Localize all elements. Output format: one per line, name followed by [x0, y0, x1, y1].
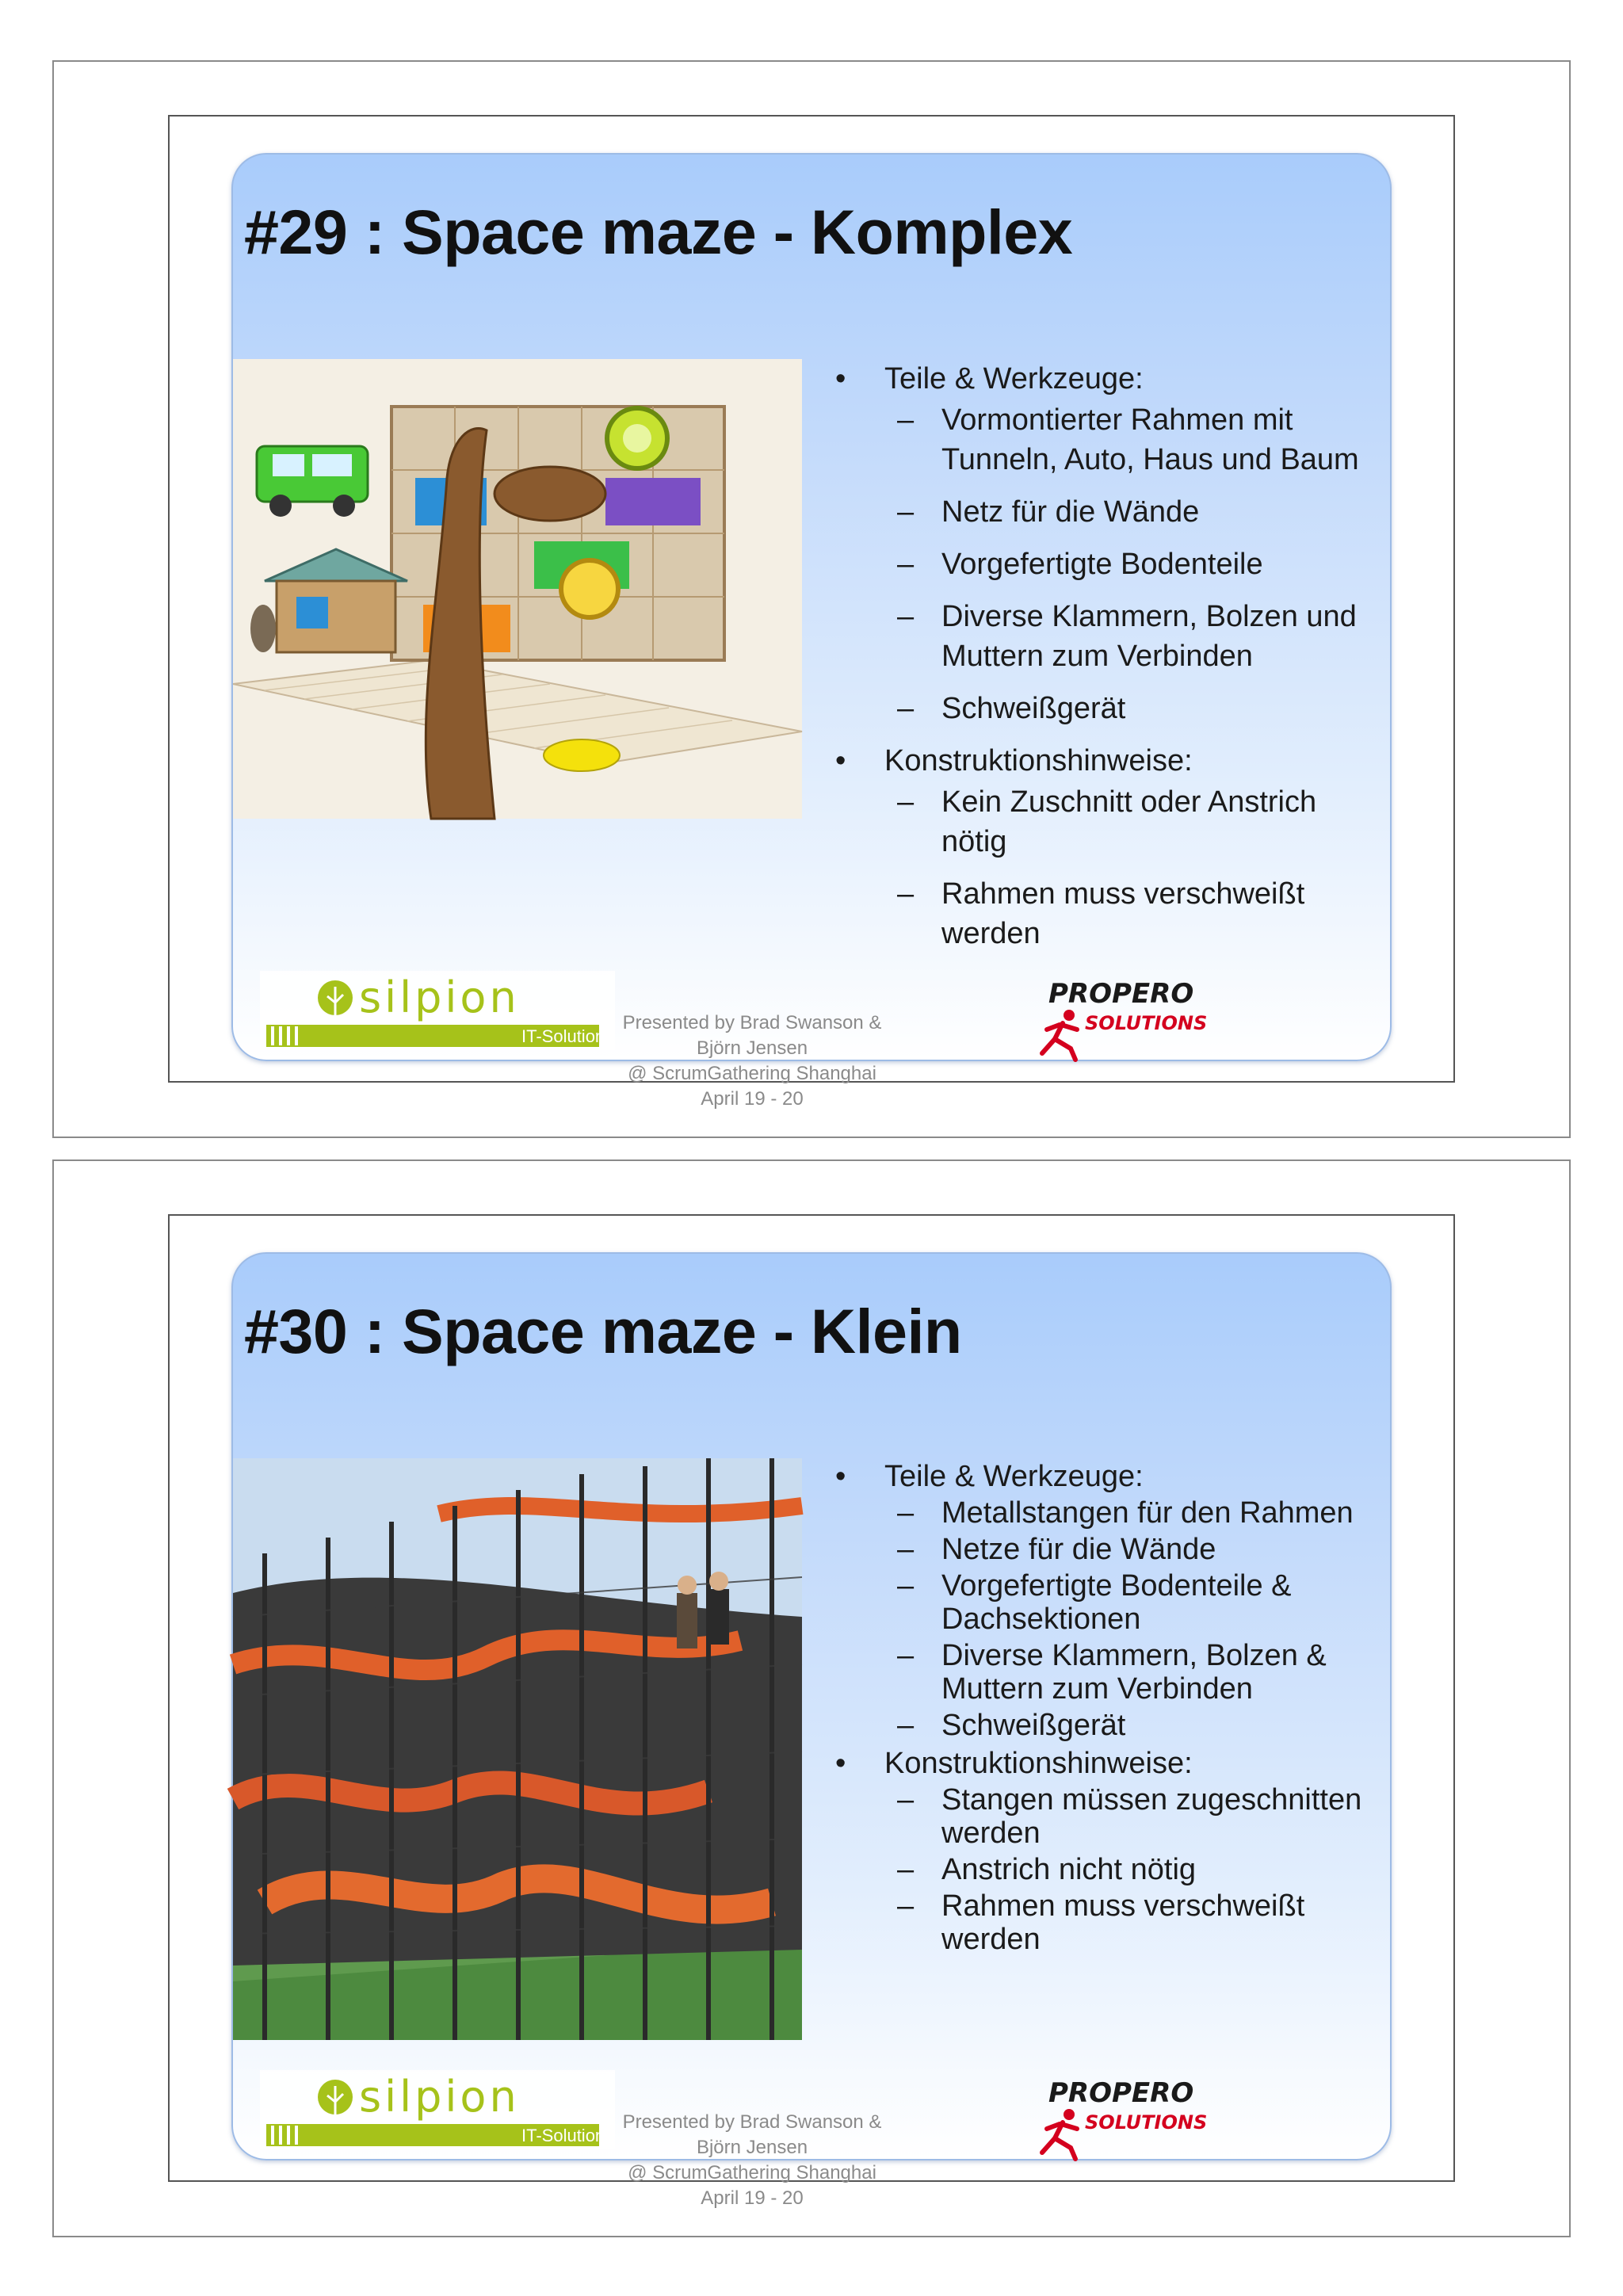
sub-bullet-text: Diverse Klammern, Bolzen und Muttern zum Verbinden: [941, 600, 1357, 673]
sub-bullet-text: Vorgefertigte Bodenteile: [941, 548, 1263, 581]
silpion-wordmark: silpion: [359, 2072, 520, 2122]
bullet-text: Konstruktionshinweise:: [884, 744, 1193, 777]
presenter-line: Presented by Brad Swanson & Björn Jensen: [622, 2111, 882, 2158]
propero-tagline: SOLUTIONS: [1085, 1012, 1208, 1034]
sub-bullet-text: Schweißgerät: [941, 1709, 1126, 1742]
silpion-tagline: IT-Solutions: [521, 2126, 614, 2145]
sub-bullet-item: – Rahmen muss verschweißt werden: [897, 1889, 1305, 1956]
bullet-list: [835, 1458, 1390, 1959]
silpion-logo: [260, 2070, 615, 2149]
sub-bullet-item: – Stangen müssen zugeschnitten werden: [897, 1783, 1362, 1850]
propero-tagline: SOLUTIONS: [1085, 2111, 1208, 2134]
sub-bullet-item: – Anstrich nicht nötig: [897, 1853, 1197, 1886]
bullet-text: Konstruktionshinweise:: [884, 1747, 1193, 1780]
sub-bullet-text: Metallstangen für den Rahmen: [941, 1496, 1354, 1530]
event-line: @ ScrumGathering Shanghai April 19 - 20: [628, 2162, 876, 2209]
sub-bullet-text: Netz für die Wände: [941, 495, 1200, 529]
sub-bullet-item: – Netz für die Wände: [897, 495, 1200, 529]
propero-wordmark: PROPERO: [1048, 978, 1194, 1010]
sub-bullet-item: – Rahmen muss verschweißt werden: [897, 877, 1305, 950]
sub-bullet-item: – Netze für die Wände: [897, 1533, 1216, 1566]
playground-structure-image: [233, 359, 802, 819]
bullet-item: • Konstruktionshinweise:: [835, 1747, 1193, 1780]
presenter-line: Presented by Brad Swanson & Björn Jensen: [622, 1012, 882, 1059]
footer-credits: [621, 1010, 883, 1112]
bullet-list: [835, 359, 1390, 966]
sub-bullet-text: Kein Zuschnitt oder Anstrich nötig: [941, 785, 1317, 858]
bullet-item: • Konstruktionshinweise:: [835, 744, 1193, 777]
sub-bullet-text: Netze für die Wände: [941, 1533, 1216, 1566]
sub-bullet-text: Anstrich nicht nötig: [941, 1853, 1197, 1886]
bullet-item: • Teile & Werkzeuge:: [835, 362, 1144, 395]
sub-bullet-item: – Vorgefertigte Bodenteile: [897, 548, 1263, 581]
sub-bullet-item: – Schweißgerät: [897, 692, 1126, 725]
sub-bullet-text: Vorgefertigte Bodenteile & Dachsektionen: [941, 1569, 1292, 1636]
propero-logo: [1037, 974, 1275, 1061]
event-line: @ ScrumGathering Shanghai April 19 - 20: [628, 1063, 876, 1110]
sub-bullet-item: – Metallstangen für den Rahmen: [897, 1496, 1354, 1530]
propero-wordmark: PROPERO: [1048, 2077, 1194, 2109]
sub-bullet-item: – Vorgefertigte Bodenteile & Dachsektionen: [897, 1569, 1292, 1636]
sub-bullet-text: Schweißgerät: [941, 692, 1126, 725]
sub-bullet-item: – Diverse Klammern, Bolzen & Muttern zum Verbinden: [897, 1639, 1327, 1706]
propero-logo: [1037, 2073, 1275, 2160]
bullet-text: Teile & Werkzeuge:: [884, 1460, 1144, 1493]
slide-29: [231, 153, 1392, 1110]
footer-credits: [621, 2110, 883, 2211]
sub-bullet-item: – Schweißgerät: [897, 1709, 1126, 1742]
sub-bullet-item: – Diverse Klammern, Bolzen und Muttern zum Verbinden: [897, 600, 1357, 673]
sub-bullet-text: Rahmen muss verschweißt werden: [941, 1889, 1305, 1956]
silpion-tagline: IT-Solutions: [521, 1026, 614, 1046]
sub-bullet-text: Diverse Klammern, Bolzen & Muttern zum Verbinden: [941, 1639, 1327, 1706]
silpion-wordmark: silpion: [359, 972, 520, 1022]
runner-icon: [1042, 2109, 1077, 2159]
climbing-cage-image: [233, 1458, 802, 2040]
bullet-item: • Teile & Werkzeuge:: [835, 1460, 1144, 1493]
sub-bullet-item: – Vormontierter Rahmen mit Tunneln, Auto, Haus und Baum: [897, 403, 1359, 476]
sub-bullet-text: Stangen müssen zugeschnitten werden: [941, 1783, 1362, 1850]
sub-bullet-item: – Kein Zuschnitt oder Anstrich nötig: [897, 785, 1317, 858]
sub-bullet-text: Vormontierter Rahmen mit Tunneln, Auto, Haus und Baum: [941, 403, 1359, 476]
slide-title: #29 : Space maze - Komplex: [244, 197, 1073, 267]
slide-30: [231, 1252, 1392, 2209]
runner-icon: [1042, 1010, 1077, 1060]
sub-bullet-text: Rahmen muss verschweißt werden: [941, 877, 1305, 950]
silpion-logo: [260, 971, 615, 1050]
slide-title: #30 : Space maze - Klein: [244, 1296, 962, 1366]
bullet-text: Teile & Werkzeuge:: [884, 362, 1144, 395]
